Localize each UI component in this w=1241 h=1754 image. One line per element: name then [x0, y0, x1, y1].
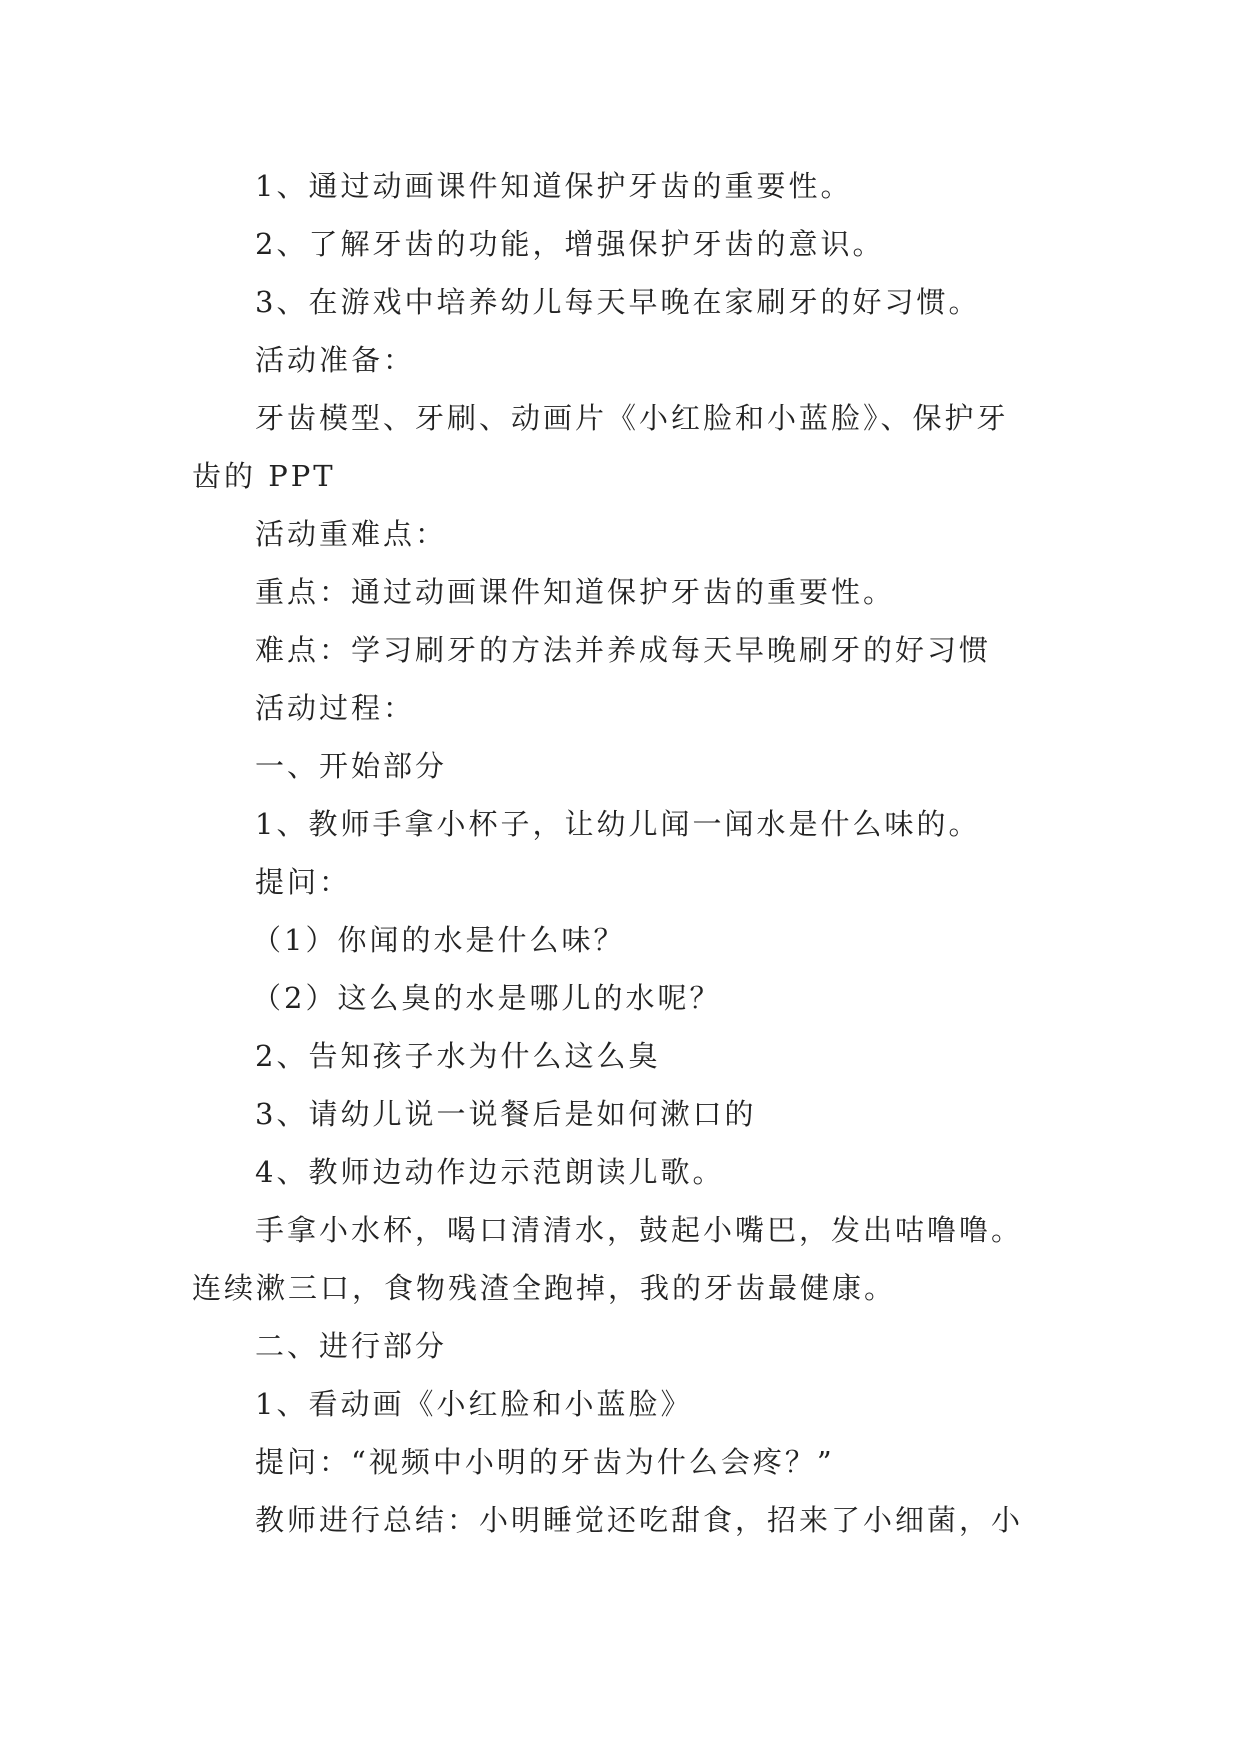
goal-item-1: 1、通过动画课件知道保护牙齿的重要性。: [255, 169, 853, 203]
process-step-3: 3、请幼儿说一说餐后是如何漱口的: [255, 1097, 757, 1131]
proceed-question: 提问：“视频中小明的牙齿为什么会疼？”: [255, 1445, 835, 1479]
proceed-step-1: 1、看动画《小红脸和小蓝脸》: [255, 1387, 693, 1421]
document-body: [192, 157, 1072, 1549]
section-heading-preparation: 活动准备：: [255, 343, 416, 377]
difficult-point-text: 难点：学习刷牙的方法并养成每天早晚刷牙的好习惯: [255, 633, 992, 667]
rhyme-line-1: 手拿小水杯，喝口清清水，鼓起小嘴巴，发出咕噜噜。: [255, 1213, 1024, 1247]
rhyme-line-2: 连续漱三口，食物残渣全跑掉，我的牙齿最健康。: [192, 1271, 897, 1305]
question-2: （2）这么臭的水是哪儿的水呢？: [252, 981, 722, 1015]
key-point-text: 重点：通过动画课件知道保护牙齿的重要性。: [255, 575, 896, 609]
process-step-4: 4、教师边动作边示范朗读儿歌。: [255, 1155, 725, 1189]
preparation-text-continued: 齿的 PPT: [192, 459, 336, 493]
goal-item-3: 3、在游戏中培养幼儿每天早晚在家刷牙的好习惯。: [255, 285, 981, 319]
process-step-1: 1、教师手拿小杯子，让幼儿闻一闻水是什么味的。: [255, 807, 981, 841]
question-1: （1）你闻的水是什么味？: [252, 923, 626, 957]
preparation-text: 牙齿模型、牙刷、动画片《小红脸和小蓝脸》、保护牙: [255, 401, 1009, 435]
question-label: 提问：: [255, 865, 352, 899]
subsection-heading-proceed: 二、进行部分: [255, 1329, 448, 1363]
section-heading-process: 活动过程：: [255, 691, 416, 725]
process-step-2: 2、告知孩子水为什么这么臭: [255, 1039, 661, 1073]
section-heading-key-points: 活动重难点：: [255, 517, 448, 551]
teacher-summary: 教师进行总结：小明睡觉还吃甜食，招来了小细菌，小: [255, 1503, 1024, 1537]
subsection-heading-start: 一、开始部分: [255, 749, 448, 783]
goal-item-2: 2、了解牙齿的功能，增强保护牙齿的意识。: [255, 227, 885, 261]
